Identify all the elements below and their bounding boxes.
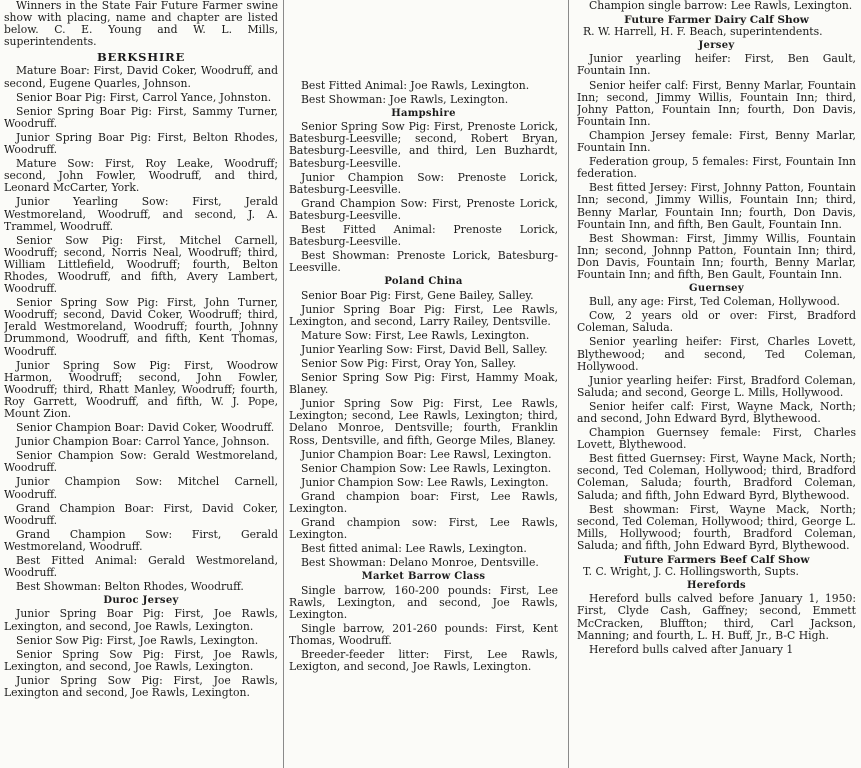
result-paragraph: Best showman: First, Wayne Mack, North; second, Ted Coleman, Hollywood; third, George L. Mills, Hollywood; fourth, Bradford Coleman, Saluda; and fifth, John Edward Byrd, Blythewood. — [577, 502, 856, 552]
result-paragraph: Senior Champion Sow: Gerald Westmoreland, Woodruff. — [4, 449, 278, 475]
result-paragraph: Senior Boar Pig: First, Gene Bailey, Salley. — [301, 288, 534, 302]
result-paragraph: Junior Yearling Sow: First, Jerald Westmoreland, Woodruff, and second, J. A. Trammel, Woodruff. — [4, 195, 278, 233]
column-rule — [283, 0, 284, 768]
result-paragraph: Hereford bulls calved before January 1, 1950: First, Clyde Cash, Gaffney; second, Emmett McCracken, Bluffton; third, Carl Jackson, Manning; and fourth, L. H. Buff, Jr., B-C High. — [577, 592, 856, 642]
section-heading: Guernsey — [689, 283, 744, 295]
result-paragraph: Best Showman: Belton Rhodes, Woodruff. — [16, 580, 244, 594]
section-heading: Jersey — [698, 40, 735, 52]
section-heading: BERKSHIRE — [96, 50, 186, 65]
result-paragraph: Single barrow, 201-260 pounds: First, Kent Thomas, Woodruff. — [289, 621, 558, 647]
result-paragraph: Junior Spring Sow Pig: First, Lee Rawls, Lexington; second, Lee Rawls, Lexington; third, Delano Monroe, Dentsville; fourth, Franklin Ross, Dentsville, and fifth, George Miles, Blaney. — [289, 397, 558, 447]
section-heading: Hampshire — [391, 108, 456, 120]
result-paragraph: Grand champion boar: First, Lee Rawls, Lexington. — [289, 489, 558, 515]
result-paragraph: Junior Champion Sow: Prenoste Lorick, Batesburg-Leesville. — [289, 170, 558, 196]
result-paragraph: Grand champion sow: First, Lee Rawls, Lexington. — [289, 516, 558, 542]
result-paragraph: Junior Champion Sow: Lee Rawls, Lexington. — [301, 475, 549, 489]
result-paragraph: Cow, 2 years old or over: First, Bradford Coleman, Saluda. — [577, 309, 856, 335]
result-paragraph: Junior Spring Boar Pig: First, Belton Rhodes, Woodruff. — [4, 130, 278, 157]
column-2 — [289, 0, 558, 768]
result-paragraph: Junior Champion Boar: Lee Rawsl, Lexington. — [301, 447, 552, 461]
show-title: Future Farmer Dairy Calf Show — [624, 14, 809, 27]
result-paragraph: Best Showman: Joe Rawls, Lexington. — [301, 93, 509, 107]
result-paragraph: Single barrow, 160-200 pounds: First, Lee Rawls, Lexington, and second, Joe Rawls, Lexington. — [289, 583, 558, 621]
result-paragraph: Champion Jersey female: First, Benny Marlar, Fountain Inn. — [577, 128, 856, 155]
result-paragraph: Junior Champion Sow: Mitchel Carnell, Woodruff. — [4, 475, 278, 501]
result-paragraph: Best Fitted Animal: Gerald Westmoreland, Woodruff. — [4, 554, 278, 580]
result-paragraph: Champion single barrow: Lee Rawls, Lexington. — [589, 0, 853, 12]
result-paragraph: Mature Sow: First, Lee Rawls, Lexington. — [301, 328, 530, 342]
result-paragraph: Junior Spring Boar Pig: First, Lee Rawls, Lexington, and second, Larry Railey, Dentsville. — [289, 302, 558, 328]
result-paragraph: Junior Yearling Sow: First, David Bell, Salley. — [301, 342, 548, 356]
section-heading: Poland China — [384, 276, 463, 288]
result-paragraph: Best fitted animal: Lee Rawls, Lexington. — [301, 542, 527, 556]
result-paragraph: Best fitted Guernsey: First, Wayne Mack, North; second, Ted Coleman, Hollywood; third, Bradford Coleman, Saluda; fourth, Bradford Coleman, Saluda; and fifth, John Edward Byrd, Blythewood. — [577, 452, 856, 502]
result-paragraph: Mature Sow: First, Roy Leake, Woodruff; second, John Fowler, Woodruff, and third, Leonard McCarter, York. — [4, 157, 278, 195]
result-paragraph: Junior yearling heifer: First, Ben Gault, Fountain Inn. — [577, 52, 856, 78]
result-paragraph: Senior Boar Pig: First, Carrol Yance, Johnston. — [16, 90, 272, 104]
result-paragraph: Grand Champion Sow: First, Gerald Westmoreland, Woodruff. — [4, 527, 278, 553]
result-paragraph: Winners in the State Fair Future Farmer swine show with placing, name and chapter are listed below. C. E. Young and W. L. Mills, superintendents. — [4, 0, 278, 49]
result-paragraph: Senior heifer calf: First, Benny Marlar, Fountain Inn; second, Jimmy Willis, Fountain Inn; third, Johny Patton, Fountain Inn; fourth, Don Davis, Fountain Inn. — [577, 78, 856, 128]
superintendents-line: R. W. Harrell, H. F. Beach, superintendents. — [583, 25, 823, 39]
result-paragraph: Best Fitted Animal: Joe Rawls, Lexington. — [301, 79, 530, 92]
section-heading: Market Barrow Class — [361, 571, 486, 583]
result-paragraph: Senior Sow Pig: First, Mitchel Carnell, Woodruff; second, Norris Neal, Woodruff; third, William Littlefield, Woodruff; fourth, Belton Rhodes, Woodruff, and fifth, Avery Lambert, Woodruff. — [4, 233, 278, 296]
result-paragraph: Senior Spring Sow Pig: First, John Turner, Woodruff; second, David Coker, Woodruff; third, Jerald Westmoreland, Woodruff; fourth, Johnny Drummond, Woodruff, and fifth, Kent Thomas, Woodruff. — [4, 296, 278, 358]
result-paragraph: Grand Champion Boar: First, David Coker, Woodruff. — [4, 501, 278, 527]
result-paragraph: Senior Spring Sow Pig: First, Prenoste Lorick, Batesburg-Leesville; second, Robert Bryan, Batesburg-Leesville, and third, Len Buzhardt, Batesburg-Leesville. — [289, 120, 558, 170]
result-paragraph: Best Showman: Delano Monroe, Dentsville. — [301, 556, 539, 570]
column-1 — [4, 0, 278, 768]
result-paragraph: Best Showman: Prenoste Lorick, Batesburg-Leesville. — [289, 249, 558, 275]
result-paragraph: Senior Champion Sow: Lee Rawls, Lexington. — [301, 461, 552, 475]
result-paragraph: Senior Champion Boar: David Coker, Woodruff. — [16, 421, 275, 435]
result-paragraph: Mature Boar: First, David Coker, Woodruff, and second, Eugene Quarles, Johnson. — [4, 64, 278, 90]
result-paragraph: Champion Guernsey female: First, Charles Lovett, Blythewood. — [577, 426, 856, 452]
result-paragraph: Senior Spring Boar Pig: First, Sammy Turner, Woodruff. — [4, 104, 278, 130]
result-paragraph: Junior Champion Boar: Carrol Yance, Johnson. — [16, 435, 270, 449]
result-paragraph: Federation group, 5 females: First, Fountain Inn federation. — [577, 155, 856, 181]
result-paragraph: Grand Champion Sow: First, Prenoste Lorick, Batesburg-Leesville. — [289, 196, 558, 222]
superintendents-line: T. C. Wright, J. C. Hollingsworth, Supts. — [583, 565, 799, 579]
result-paragraph: Senior yearling heifer: First, Charles Lovett, Blythewood; and second, Ted Coleman, Hollywood. — [577, 335, 856, 373]
result-paragraph: Breeder-feeder litter: First, Lee Rawls, Lexigton, and second, Joe Rawls, Lexington. — [289, 648, 558, 674]
result-paragraph: Senior Sow Pig: First, Joe Rawls, Lexington. — [16, 633, 259, 647]
result-paragraph: Bull, any age: First, Ted Coleman, Hollywood. — [589, 295, 840, 309]
result-paragraph: Senior Spring Sow Pig: First, Joe Rawls, Lexington, and second, Joe Rawls, Lexington. — [4, 647, 278, 673]
show-title: Future Farmers Beef Calf Show — [623, 554, 810, 567]
result-paragraph: Junior Spring Sow Pig: First, Woodrow Harmon, Woodruff; second, John Fowler, Woodruff; third, Rhatt Manley, Woodruff; fourth, Roy Garrett, Woodruff, and fifth, W. J. Pope, Mount Zion. — [4, 358, 278, 420]
result-paragraph: Junior yearling heifer: First, Bradford Coleman, Saluda; and second, George L. Mills, Hollywood. — [577, 373, 856, 399]
section-heading: Herefords — [686, 580, 746, 592]
column-rule — [568, 0, 569, 768]
section-heading: Duroc Jersey — [103, 595, 179, 607]
result-paragraph: Senior Sow Pig: First, Oray Yon, Salley. — [301, 356, 517, 370]
result-paragraph: Best fitted Jersey: First, Johnny Patton, Fountain Inn; second, Jimmy Willis, Fountain Inn; third, Benny Marlar, Fountain Inn; fourth, Don Davis, Fountain Inn, and fifth, Ben Gault, Fountain Inn. — [577, 181, 856, 231]
result-paragraph: Senior heifer calf: First, Wayne Mack, North; and second, John Edward Byrd, Blythewood. — [577, 399, 856, 425]
result-paragraph: Junior Spring Sow Pig: First, Joe Rawls, Lexington and second, Joe Rawls, Lexington. — [4, 673, 278, 699]
result-paragraph: Senior Spring Sow Pig: First, Hammy Moak, Blaney. — [289, 371, 558, 397]
result-paragraph: Hereford bulls calved after January 1 — [589, 642, 794, 656]
result-paragraph: Best Showman: First, Jimmy Willis, Fountain Inn; second, Johnnp Patton, Fountain Inn; third, Don Davis, Fountain Inn; fourth, Benny Marlar, Fountain Inn; and fifth, Ben Gault, Fountain Inn. — [577, 231, 856, 281]
column-3 — [577, 0, 856, 768]
result-paragraph: Best Fitted Animal: Prenoste Lorick, Batesburg-Leesville. — [289, 223, 558, 249]
result-paragraph: Junior Spring Boar Pig: First, Joe Rawls, Lexington, and second, Joe Rawls, Lexington. — [4, 607, 278, 633]
